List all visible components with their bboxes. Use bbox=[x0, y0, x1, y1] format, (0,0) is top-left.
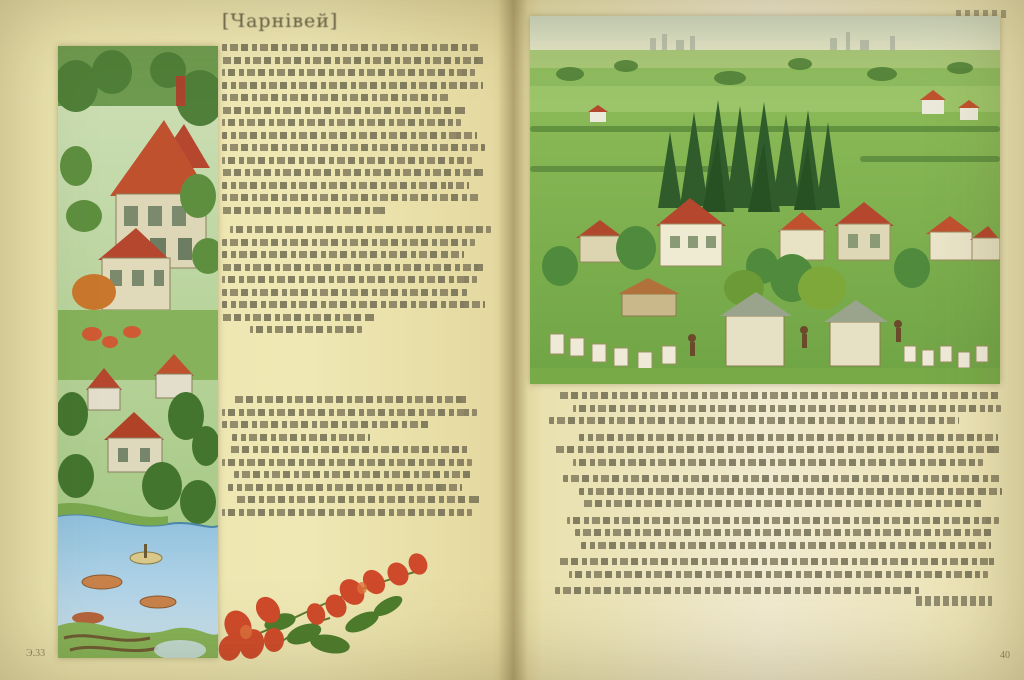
author-signature bbox=[916, 596, 992, 606]
village-panorama-illustration bbox=[530, 16, 1000, 384]
left-body-text-2 bbox=[222, 396, 488, 521]
left-folio: Э.33 bbox=[26, 648, 46, 659]
left-body-text bbox=[222, 44, 488, 339]
red-flowers-branch-illustration bbox=[212, 548, 428, 662]
right-folio: 40 bbox=[1000, 650, 1010, 661]
page-title: [Чарнівей] bbox=[222, 10, 339, 32]
right-page bbox=[512, 0, 1024, 680]
right-body-text bbox=[545, 392, 1000, 600]
vertical-village-river-illustration bbox=[58, 46, 218, 658]
